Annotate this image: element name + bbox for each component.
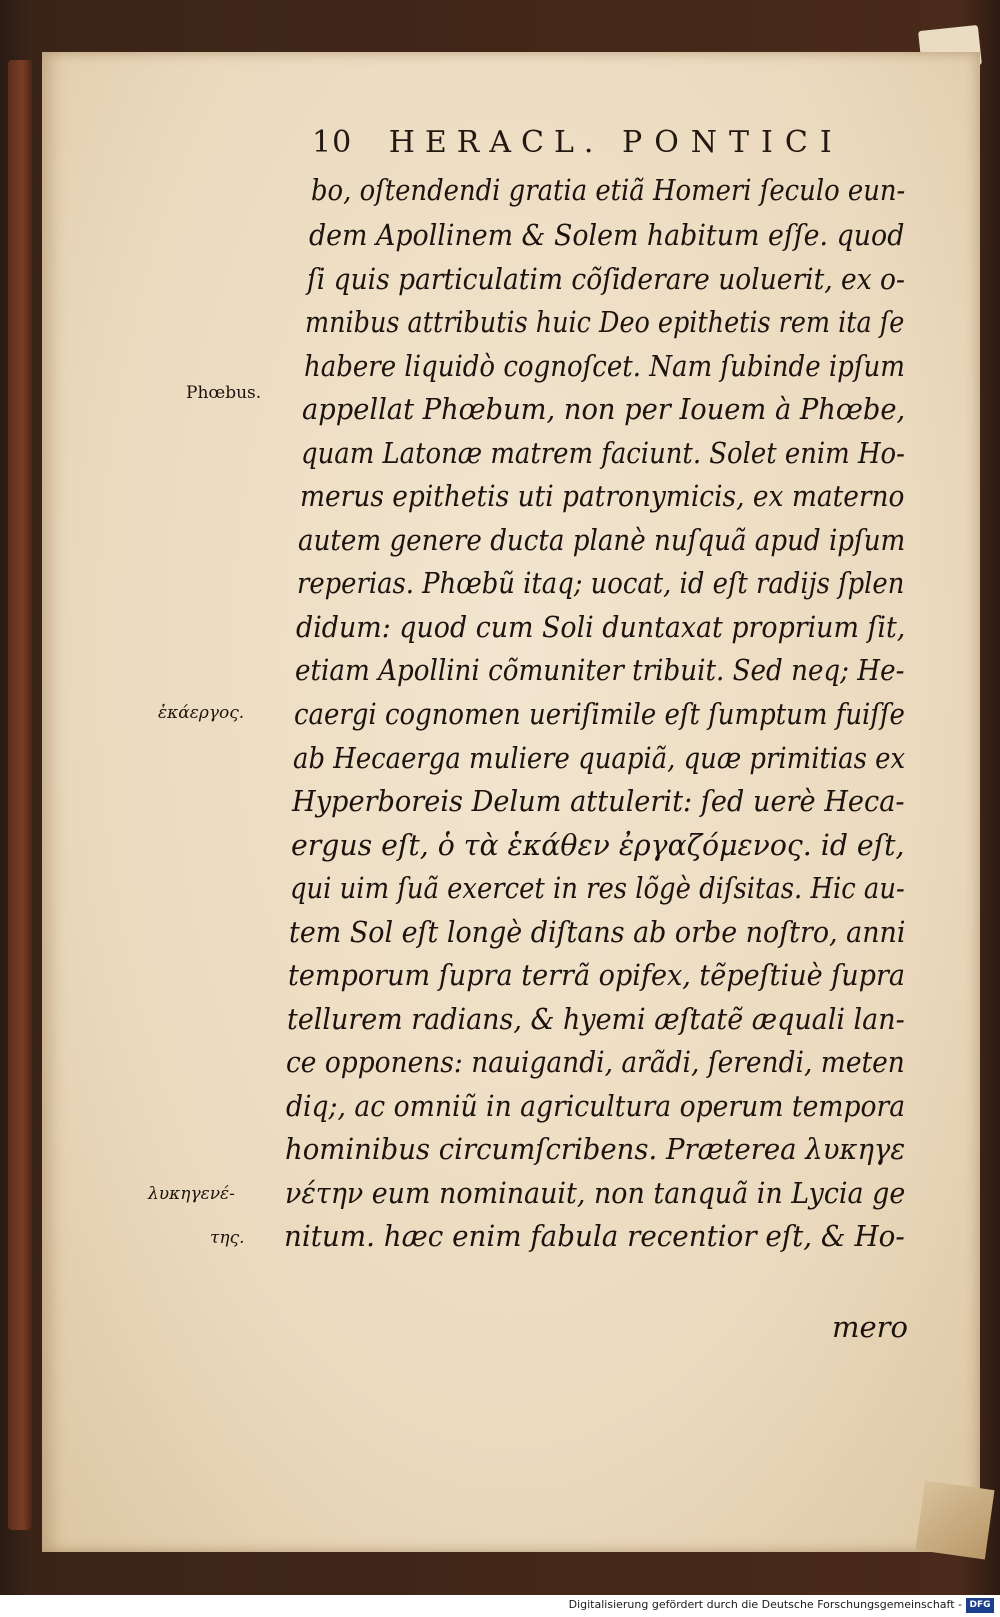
margin-note-lykegenetes: λυκηγενέ-: [148, 1184, 235, 1204]
body-line: bo, oſtendendi gratia etiã Homeri ſeculo eun-: [311, 173, 906, 207]
body-line: diq;, ac omniũ in agricultura operum tempora: [286, 1089, 906, 1123]
body-line: autem genere ducta planè nuſquã apud ipſum: [298, 523, 906, 557]
margin-note-lykegenetes-cont: της.: [210, 1228, 245, 1248]
catchword: mero: [832, 1310, 908, 1344]
body-line: quam Latonæ matrem faciunt. Solet enim Ho-: [301, 436, 905, 470]
footer-credit: Digitalisierung gefördert durch die Deutsche Forschungsgemeinschaft -: [568, 1598, 962, 1611]
body-line: temporum ſupra terrã opifex, tẽpeſtiuè ſupra: [288, 958, 906, 992]
body-line: ce opponens: nauigandi, arãdi, ſerendi, meten: [286, 1045, 905, 1079]
body-line: tellurem radians, & hyemi æſtatẽ æquali lan-: [287, 1002, 905, 1036]
body-line: qui uim ſuã exercet in res lõgè diſsitas. Hic au-: [290, 871, 905, 905]
footer-bar: [0, 1595, 1000, 1617]
body-line: ergus eſt, ὁ τὰ ἑκάθεν ἐργαζόμενος. id eſt,: [291, 828, 905, 862]
body-line: merus epithetis uti patronymicis, ex materno: [300, 479, 905, 513]
margin-note-phoebus: Phœbus.: [186, 383, 262, 403]
body-line: didum: quod cum Soli duntaxat proprium ſit,: [296, 610, 906, 644]
running-head-title: PONTICI: [622, 125, 844, 160]
running-head-author: HERACL.: [388, 125, 604, 160]
body-line: etiam Apollini cõmuniter tribuit. Sed neq; He-: [295, 653, 905, 687]
body-line: tem Sol eſt longè diſtans ab orbe noſtro, anni: [289, 915, 906, 949]
body-line: Hyperboreis Delum attulerit: ſed uerè Heca-: [292, 784, 905, 818]
body-line: habere liquidò cognoſcet. Nam ſubinde ipſum: [304, 349, 905, 383]
margin-note-hekaergos: ἑκάεργος.: [158, 703, 245, 723]
body-line: ſi quis particulatim cõſiderare uoluerit, ex o-: [307, 262, 905, 296]
running-head: [312, 125, 844, 160]
body-line: mnibus attributis huic Deo epithetis rem ita ſe: [305, 305, 905, 339]
body-line: hominibus circumſcribens. Præterea λυκηγε: [285, 1132, 906, 1166]
book-cover-edge: [8, 60, 32, 1530]
body-line: appellat Phœbum, non per Iouem à Phœbe,: [302, 392, 906, 426]
body-line: nitum. hæc enim fabula recentior eſt, & Ho-: [284, 1219, 905, 1253]
body-line: caergi cognomen ueriſimile eſt ſumptum fuiſſe: [294, 697, 905, 731]
page-corner-fold: [915, 1480, 994, 1559]
body-line: reperias. Phœbũ itaq; uocat, id eſt radijs ſplen: [297, 566, 905, 600]
folio-number: 10: [312, 125, 353, 160]
body-line: νέτην eum nominauit, non tanquã in Lycia ge: [285, 1176, 906, 1210]
dfg-logo-icon: DFG: [966, 1598, 994, 1613]
body-line: ab Hecaerga muliere quapiã, quæ primitias ex: [293, 741, 906, 775]
body-line: dem Apollinem & Solem habitum eſſe. quod: [309, 218, 905, 252]
